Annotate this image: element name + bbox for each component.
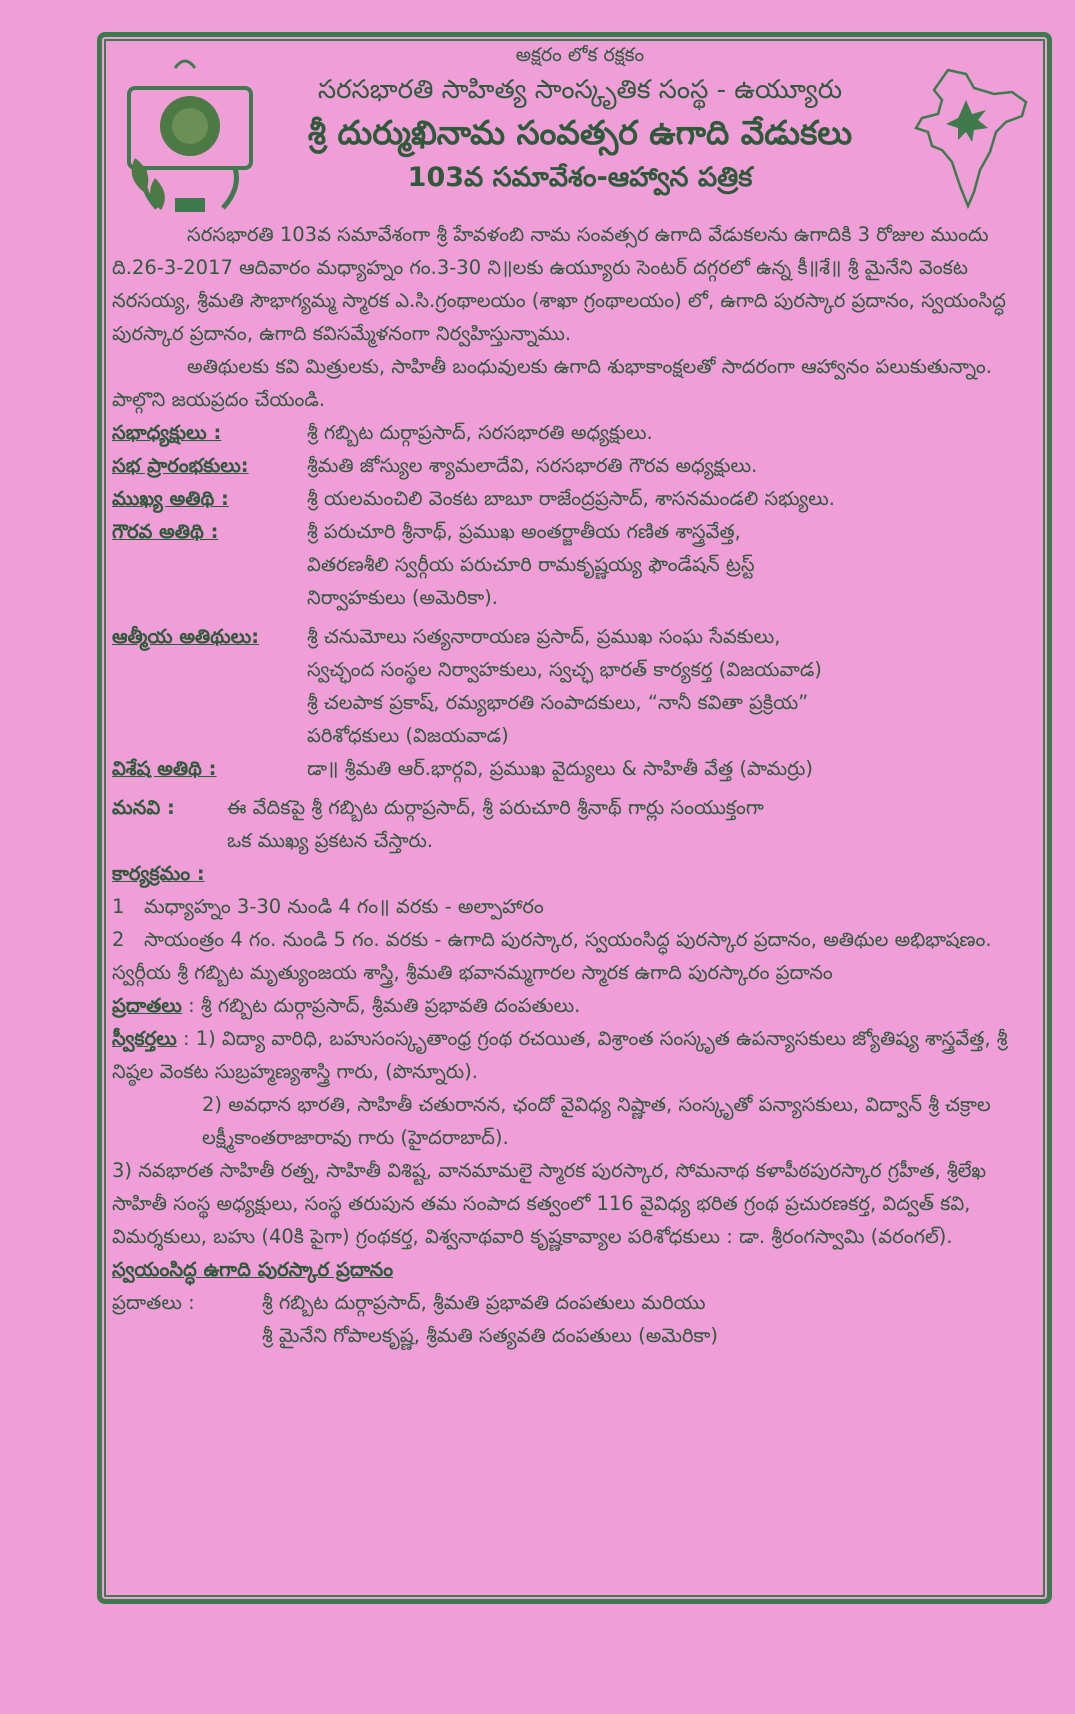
role-value: శ్రీ చనుమోలు సత్యనారాయణ ప్రసాద్, ప్రముఖ సంఘ సేవకులు,	[307, 625, 781, 648]
role-dear-guests	[112, 620, 1027, 752]
role-value: శ్రీ యలమంచిలి వెంకట బాబూ రాజేంద్రప్రసాద్, శాసనమండలి సభ్యులు.	[307, 487, 835, 510]
memorial-award: స్వర్గీయ శ్రీ గబ్బిట మృత్యుంజయ శాస్త్రి, శ్రీమతి భవానమ్మగారల స్మారక ఉగాది పురస్కారం ప్రదానం	[112, 961, 833, 984]
donors-label: ప్రదాతలు :	[112, 1291, 195, 1314]
program-number: 1	[112, 895, 125, 918]
recipient-text: : 1) విద్యా వారిధి, బహుసంస్కృతాంధ్ర గ్రంథ రచయిత, విశ్రాంత సంస్కృత ఉపన్యాసకులు జ్యోతిష్య శాస్త్రవేత్త, శ్రీ నిష్ఠల వెంకట సుబ్రహ్మణ్యశాస్త్రి గారు, (పొన్నూరు).	[112, 1027, 1008, 1083]
program-heading: కార్యక్రమం :	[112, 862, 205, 885]
role-label: ఆత్మీయ అతిథులు:	[112, 625, 260, 648]
welcome-paragraph: అతిథులకు కవి మిత్రులకు, సాహితీ బంధువులకు ఉగాది శుభాకాంక్షలతో సాదరంగా ఆహ్వానం పలుకుతున్నాం. పాల్గొని జయప్రదం చేయండి.	[112, 355, 992, 411]
recipients-label: స్వీకర్తలు	[112, 1027, 177, 1050]
donors-text: : శ్రీ గబ్బిట దుర్గాప్రసాద్, శ్రీమతి ప్రభావతి దంపతులు.	[188, 994, 581, 1017]
role-label: సభ ప్రారంభకులు:	[112, 454, 249, 477]
role-value: శ్రీ పరుచూరి శ్రీనాథ్, ప్రముఖ అంతర్జాతీయ గణిత శాస్త్రవేత్త,	[307, 520, 741, 543]
swayamsiddha-heading: స్వయంసిద్ధ ఉగాది పురస్కార ప్రదానం	[112, 1258, 394, 1281]
note-text: ఒక ముఖ్య ప్రకటన చేస్తారు.	[227, 829, 434, 852]
role-value: శ్రీ చలపాక ప్రకాష్, రమ్యభారతి సంపాదకులు, “నానీ కవితా ప్రక్రియ”	[307, 691, 809, 714]
role-president	[112, 416, 1027, 449]
role-honorary-guest	[112, 515, 1027, 614]
role-value: వితరణశీలి స్వర్గీయ పరుచూరి రామకృష్ణయ్య ఫౌండేషన్ ట్రస్ట్	[307, 553, 755, 576]
program-number: 2	[112, 928, 125, 951]
role-chief-guest	[112, 482, 1027, 515]
note-label: మనవి :	[112, 796, 175, 819]
program-text: సాయంత్రం 4 గం. నుండి 5 గం. వరకు - ఉగాది పురస్కార, స్వయంసిద్ధ పురస్కార ప్రదానం, అతిథుల అభిభాషణం.	[144, 928, 992, 951]
motto: అక్షరం లోక రక్షకం	[515, 44, 645, 66]
donors-line	[112, 989, 1027, 1022]
role-label: ముఖ్య అతిథి :	[112, 487, 229, 510]
swayamsiddha-donors	[112, 1286, 1027, 1352]
role-value: నిర్వాహకులు (అమెరికా).	[307, 586, 498, 609]
recipient-1	[112, 1022, 1027, 1088]
recipient-3: 3) నవభారత సాహితీ రత్న, సాహితీ విశిష్ట, వానమామలై స్మారక పురస్కార, సోమనాథ కళాపీఠపురస్కార గ్రహీత, శ్రీలేఖ సాహితీ సంస్థ అధ్యక్షులు, సంస్థ తరుపున తమ సంపాద కత్వంలో 116 వైవిధ్య భరిత గ్రంథ ప్రచురణకర్త, విద్వత్ కవి, విమర్శకులు, బహు (40కి పైగా) గ్రంథకర్త, విశ్వనాథవారి కృష్ణకావ్యాల పరిశోధకులు : డా. శ్రీరంగస్వామి (వరంగల్).	[112, 1159, 987, 1248]
role-value: డా॥ శ్రీమతి ఆర్.భార్గవి, ప్రముఖ వైద్యులు & సాహితీ వేత్త (పామర్రు)	[307, 757, 814, 780]
donors-text: శ్రీ గబ్బిట దుర్గాప్రసాద్, శ్రీమతి ప్రభావతి దంపతులు మరియు	[262, 1291, 706, 1314]
role-special-guest	[112, 752, 1027, 785]
note	[112, 791, 1027, 857]
page-subtitle: 103వ సమావేశం-ఆహ్వాన పత్రిక	[407, 162, 753, 193]
role-value: స్వచ్ఛంద సంస్థల నిర్వాహకులు, స్వచ్ఛ భారత్ కార్యకర్త (విజయవాడ)	[307, 658, 822, 681]
header	[230, 40, 930, 200]
page-title: శ్రీ దుర్ముఖినామ సంవత్సర ఉగాది వేడుకలు	[307, 113, 853, 152]
recipient-2: 2) అవధాన భారతి, సాహితీ చతురానన, ఛందో వైవిధ్య నిష్ణాత, సంస్కృతో పన్యాసకులు, విద్వాన్ శ్రీ చక్రాల లక్ష్మీకాంతరాజారావు గారు (హైదరాబాద్).	[202, 1093, 991, 1149]
role-value: పరిశోధకులు (విజయవాడ)	[307, 724, 509, 747]
role-label: గౌరవ అతిథి :	[112, 520, 219, 543]
invitation-body	[112, 218, 1027, 1352]
program-text: మధ్యాహ్నం 3-30 నుండి 4 గం॥ వరకు - అల్పాహారం	[144, 895, 544, 918]
donors-text: శ్రీ మైనేని గోపాలకృష్ణ, శ్రీమతి సత్యవతి దంపతులు (అమెరికా)	[262, 1324, 719, 1347]
program-item	[112, 890, 1027, 923]
role-value: శ్రీ గబ్బిట దుర్గాప్రసాద్, సరసభారతి అధ్యక్షులు.	[307, 421, 653, 444]
intro-paragraph: సరసభారతి 103వ సమావేశంగా శ్రీ హేవళంబి నామ సంవత్సర ఉగాది వేడుకలను ఉగాదికి 3 రోజుల ముందు ది.26-3-2017 ఆదివారం మధ్యాహ్నం గం.3-30 ని॥లకు ఉయ్యూరు సెంటర్ దగ్గరలో ఉన్న కీ॥శే॥ శ్రీ మైనేని వెంకట నరసయ్య, శ్రీమతి సౌభాగ్యమ్మ స్మారక ఎ.సి.గ్రంథాలయం (శాఖా గ్రంథాలయం) లో, ఉగాది పురస్కార ప్రదానం, స్వయంసిద్ధ పురస్కార ప్రదానం, ఉగాది కవిసమ్మేళనంగా నిర్వహిస్తున్నాము.	[112, 223, 1006, 345]
role-label: విశేష అతిథి :	[112, 757, 217, 780]
program-item	[112, 923, 1027, 956]
role-label: సభాధ్యక్షులు :	[112, 421, 222, 444]
role-inaugurator	[112, 449, 1027, 482]
role-value: శ్రీమతి జోస్యుల శ్యామలాదేవి, సరసభారతి గౌరవ అధ్యక్షులు.	[307, 454, 758, 477]
note-text: ఈ వేదికపై శ్రీ గబ్బిట దుర్గాప్రసాద్, శ్రీ పరుచూరి శ్రీనాథ్ గార్లు సంయుక్తంగా	[227, 796, 764, 819]
donors-label: ప్రదాతలు	[112, 994, 182, 1017]
organization-name: సరసభారతి సాహిత్య సాంస్కృతిక సంస్థ - ఉయ్యూరు	[317, 75, 843, 105]
